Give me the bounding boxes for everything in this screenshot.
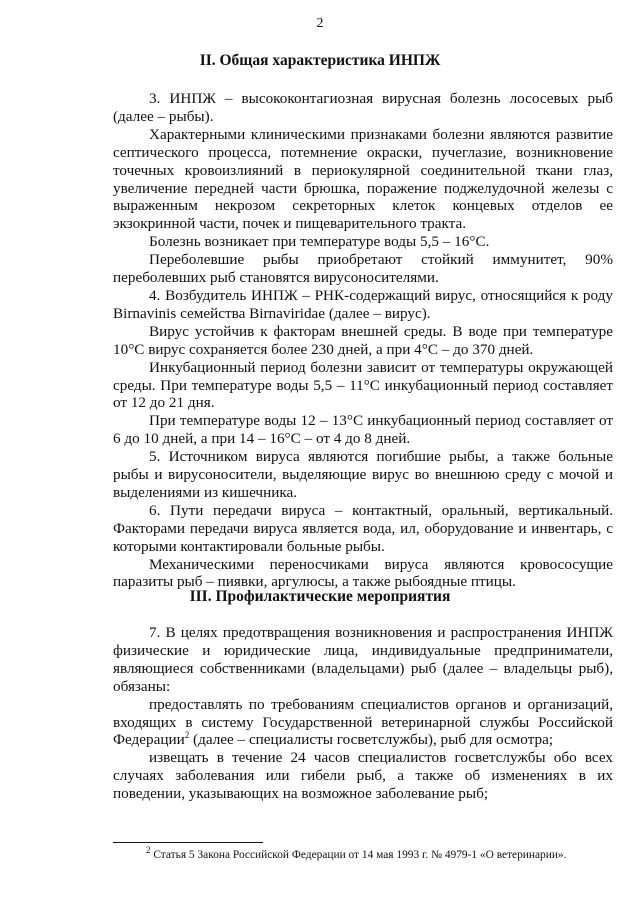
paragraph: 7. В целях предотвращения возникновения и распространения ИНПЖ физические и юридические лица, индивидуальные предприниматели, являющиеся собственниками (владельцами) рыб (далее – владельцы рыб), обязаны:	[113, 624, 613, 695]
paragraph: Вирус устойчив к факторам внешней среды. В воде при температуре 10°С вирус сохраняется более 230 дней, а при 4°С – до 370 дней.	[113, 322, 613, 358]
paragraph	[113, 696, 613, 750]
footnote-separator	[113, 842, 263, 843]
paragraph: Переболевшие рыбы приобретают стойкий иммунитет, 90% переболевших рыб становятся вирусоносителями.	[113, 251, 613, 287]
footnote-marker: 2	[146, 845, 151, 856]
paragraph: 3. ИНПЖ – высококонтагиозная вирусная болезнь лососевых рыб (далее – рыбы).	[113, 90, 613, 125]
footnote-reference: 2	[184, 730, 190, 741]
footnote	[146, 845, 616, 862]
paragraph: Механическими переносчиками вируса являются кровососущие паразиты рыб – пиявки, аргулюсы, а также рыбоядные птицы.	[113, 555, 613, 591]
section-2-body	[113, 90, 613, 591]
paragraph: 4. Возбудитель ИНПЖ – РНК-содержащий вирус, относящийся к роду Birnavinis семейства Birnaviridae (далее – вирус).	[113, 286, 613, 322]
paragraph: Болезнь возникает при температуре воды 5,5 – 16°С.	[149, 233, 490, 251]
paragraph-text: предоставлять по требованиям специалистов органов и организаций, входящих в систему Государственной ветеринарной службы Российской Федерации	[113, 695, 613, 749]
paragraph: При температуре воды 12 – 13°С инкубационный период составляет от 6 до 10 дней, а при 14 – 16°С – от 4 до 8 дней.	[113, 412, 613, 448]
paragraph: извещать в течение 24 часов специалистов госветслужбы обо всех случаях заболевания или гибели рыб, а также об изменениях в их поведении, указывающих на возможное заболевание рыб;	[113, 749, 613, 803]
paragraph: 6. Пути передачи вируса – контактный, оральный, вертикальный. Факторами передачи вируса является вода, ил, оборудование и инвентарь, с которыми контактировали больные рыбы.	[113, 501, 613, 555]
footnote-text: Статья 5 Закона Российской Федерации от 14 мая 1993 г. № 4979-1 «О ветеринарии».	[150, 849, 567, 861]
section-3-body	[113, 624, 613, 803]
paragraph: Инкубационный период болезни зависит от температуры окружающей среды. При температуре воды 5,5 – 11°С инкубационный период составляет от 12 до 21 дня.	[113, 358, 613, 412]
section-title-2: II. Общая характеристика ИНПЖ	[199, 52, 441, 69]
paragraph: 5. Источником вируса являются погибшие рыбы, а также больные рыбы и вирусоносители, выделяющие вирус во внешнюю среду с мочой и выделениями из кишечника.	[113, 448, 613, 501]
paragraph-text: (далее – специалисты госветслужбы), рыб для осмотра;	[189, 731, 554, 749]
paragraph: Характерными клиническими признаками болезни являются развитие септического процесса, потемнение окраски, пучеглазие, возникновение точечных кровоизлияний в периокулярной соединительной ткани глаз, увеличение передней части брюшка, поражение поджелудочной железы с выраженным некрозом секреторных клеток концевых отделов ее экзокринной части, почек и пищеварительного тракта.	[113, 125, 613, 233]
page-number: 2	[316, 16, 324, 31]
section-title-3: III. Профилактические мероприятия	[189, 588, 451, 605]
